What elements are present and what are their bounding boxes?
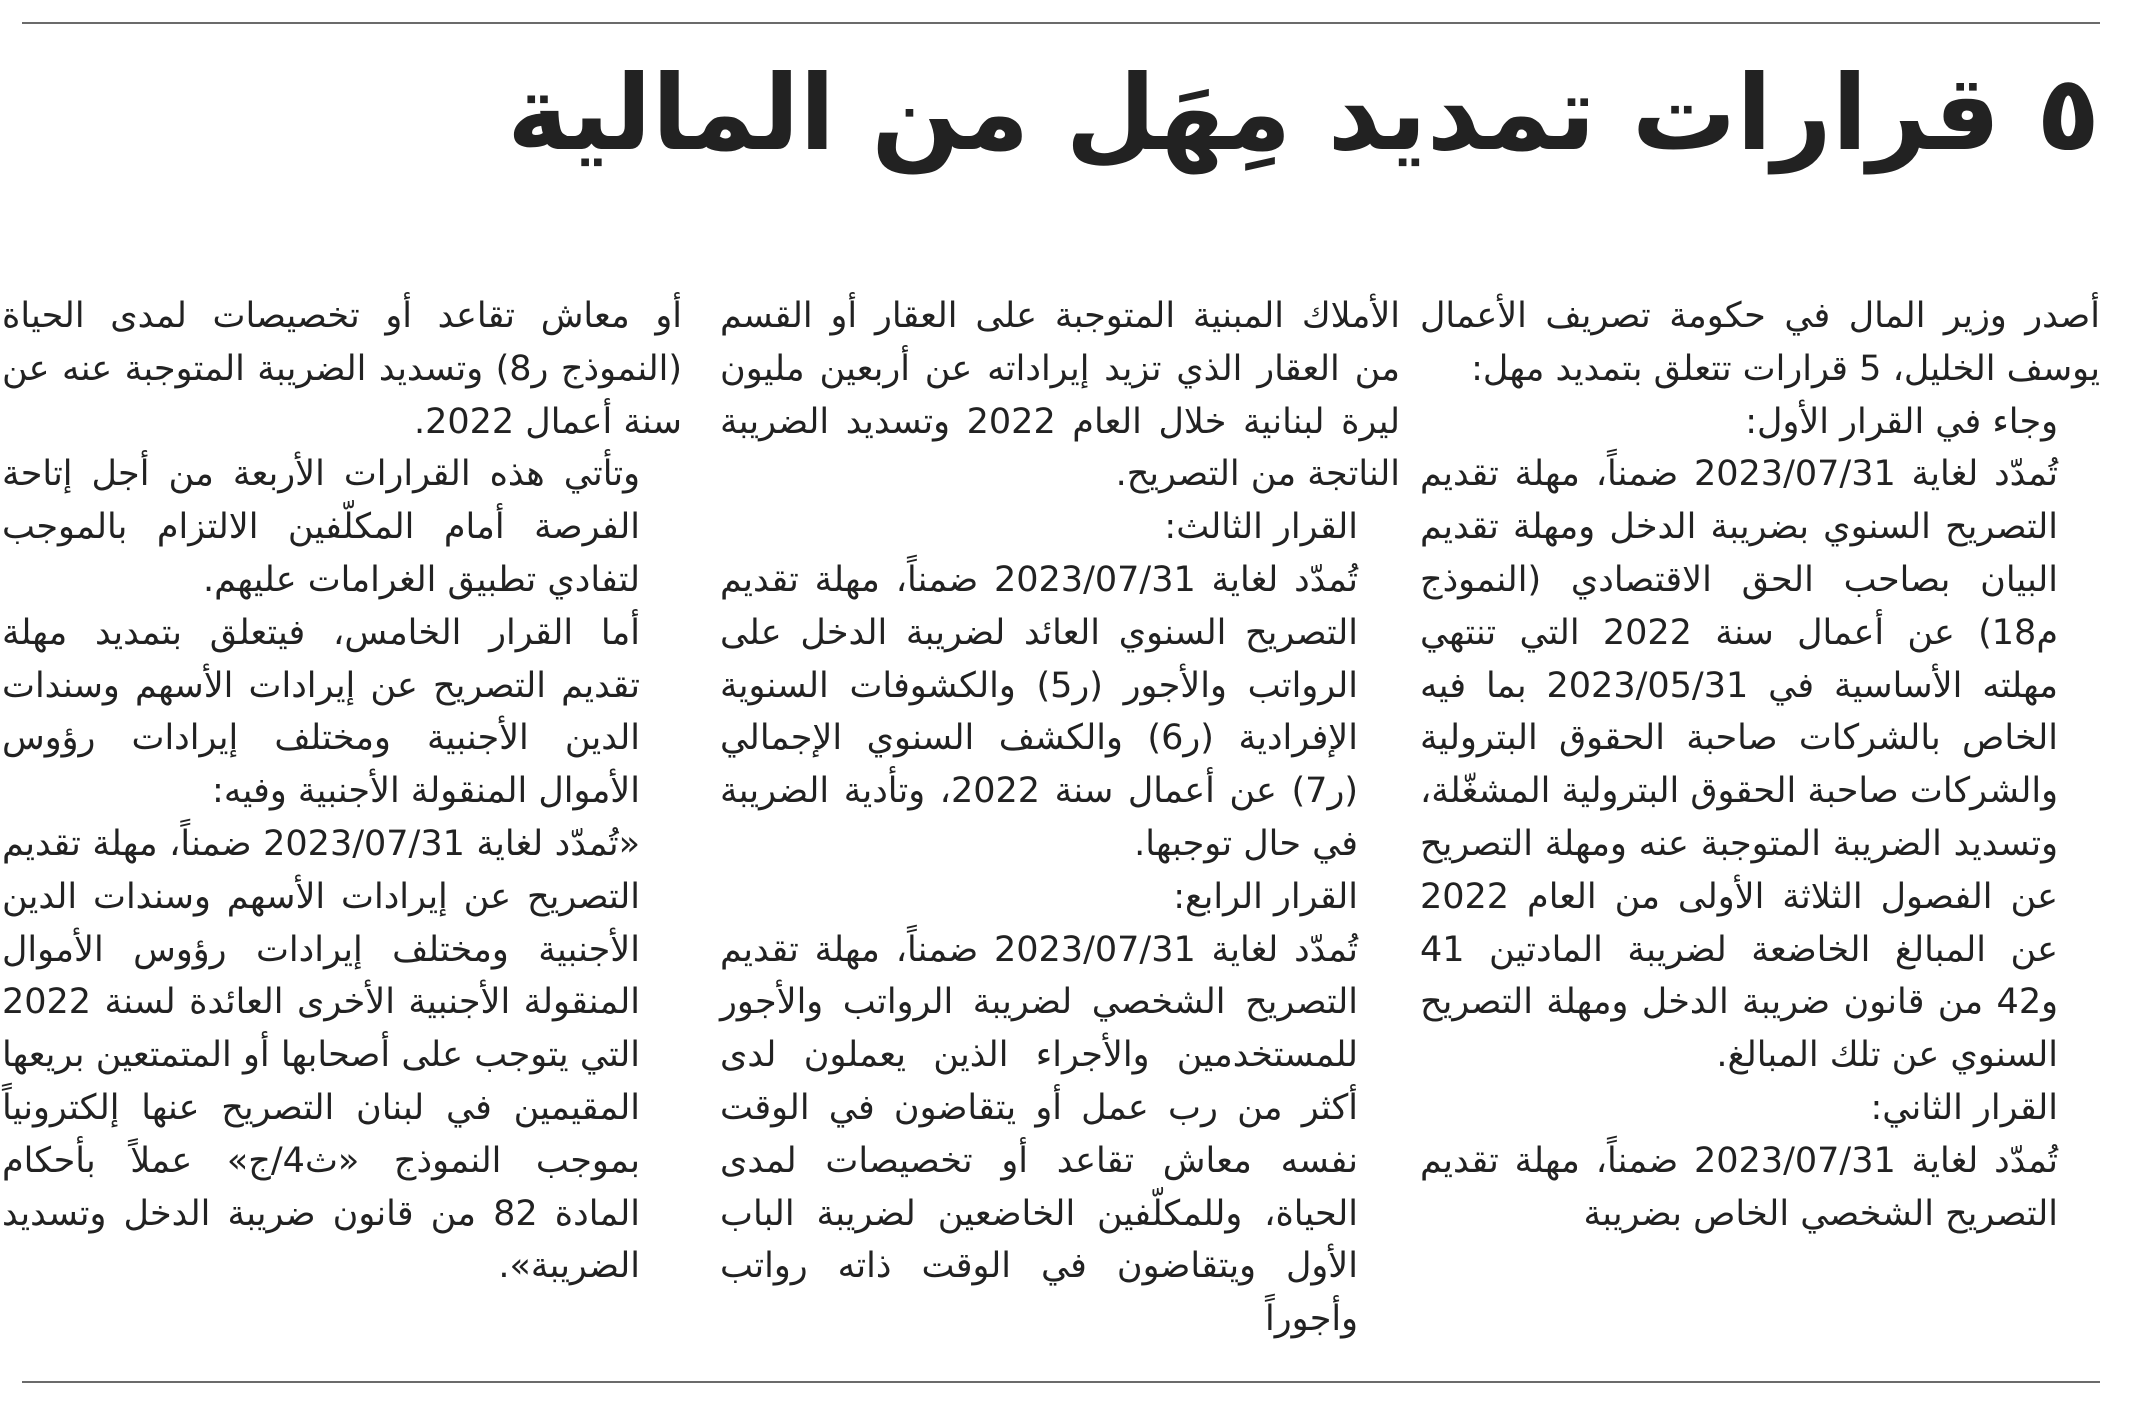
column-3-paragraph-1: أو معاش تقاعد أو تخصيصات لمدى الحياة (النموذج ر8) وتسديد الضريبة المتوجبة عنه عن سنة أعمال 2022. — [2, 296, 682, 442]
article-column-3 — [2, 290, 682, 1310]
column-2-paragraph-4: القرار الرابع: — [1173, 876, 1358, 917]
column-2-paragraph-2: القرار الثالث: — [1164, 507, 1358, 548]
column-1-paragraph-1: أصدر وزير المال في حكومة تصريف الأعمال يوسف الخليل، 5 قرارات تتعلق بتمديد مهل: — [1420, 296, 2100, 389]
column-1-paragraph-3: تُمدّد لغاية 2023/07/31 ضمناً، مهلة تقديم التصريح السنوي بضريبة الدخل ومهلة تقديم البيان بصاحب الحق الاقتصادي (النموذج م18) عن أعمال سنة 2022 التي تنتهي مهلته الأساسية في 2023/05/31 بما فيه الخاص بالشركات صاحبة الحقوق البترولية والشركات صاحبة الحقوق البترولية المشغّلة، وتسديد الضريبة المتوجبة عنه ومهلة التصريح عن الفصول الثلاثة الأولى من العام 2022 عن المبالغ الخاضعة لضريبة المادتين 41 و42 من قانون ضريبة الدخل ومهلة التصريح السنوي عن تلك المبالغ. — [1420, 454, 2059, 1076]
column-1-paragraph-5: تُمدّد لغاية 2023/07/31 ضمناً، مهلة تقديم التصريح الشخصي الخاص بضريبة — [1420, 1140, 2059, 1234]
column-3-paragraph-4: «تُمدّد لغاية 2023/07/31 ضمناً، مهلة تقديم التصريح عن إيرادات الأسهم وسندات الدين الأجنبية ومختلف إيرادات رؤوس الأموال المنقولة الأجنبية الأخرى العائدة لسنة 2022 التي يتوجب على أصحابها أو المتمتعين بريعها المقيمين في لبنان التصريح عنها إلكترونياً بموجب النموذج «ث4/ج» عملاً بأحكام المادة 82 من قانون ضريبة الدخل وتسديد الضريبة». — [2, 823, 640, 1287]
bottom-rule — [22, 1381, 2100, 1383]
article-column-2 — [720, 290, 1400, 1340]
column-1-paragraph-2: وجاء في القرار الأول: — [1745, 401, 2058, 442]
article-headline: ٥ قرارات تمديد مِهَل من المالية — [507, 52, 2100, 174]
column-3-paragraph-2: وتأتي هذه القرارات الأربعة من أجل إتاحة الفرصة أمام المكلّفين الالتزام بالموجب لتفادي تطبيق الغرامات عليهم. — [2, 454, 640, 600]
column-2-paragraph-5: تُمدّد لغاية 2023/07/31 ضمناً، مهلة تقديم التصريح الشخصي لضريبة الرواتب والأجور للمستخدمين والأجراء الذين يعملون لدى أكثر من رب عمل أو يتقاضون في الوقت نفسه معاش تقاعد أو تخصيصات لمدى الحياة، وللمكلّفين الخاضعين لضريبة الباب الأول ويتقاضون في الوقت ذاته رواتب وأجوراً — [720, 929, 1359, 1340]
column-3-paragraph-3: أما القرار الخامس، فيتعلق بتمديد مهلة تقديم التصريح عن إيرادات الأسهم وسندات الدين الأجنبية ومختلف إيرادات رؤوس الأموال المنقولة الأجنبية وفيه: — [2, 612, 640, 812]
column-1-paragraph-4: القرار الثاني: — [1870, 1087, 2058, 1128]
column-2-paragraph-1: الأملاك المبنية المتوجبة على العقار أو القسم من العقار الذي تزيد إيراداته عن أربعين مليون ليرة لبنانية خلال العام 2022 وتسديد الضريبة الناتجة من التصريح. — [720, 296, 1400, 495]
top-rule — [22, 22, 2100, 24]
column-2-paragraph-3: تُمدّد لغاية 2023/07/31 ضمناً، مهلة تقديم التصريح السنوي العائد لضريبة الدخل على الرواتب والأجور (ر5) والكشوفات السنوية الإفرادية (ر6) والكشف السنوي الإجمالي (ر7) عن أعمال سنة 2022، وتأدية الضريبة في حال توجبها. — [720, 559, 1359, 864]
article-column-1 — [1420, 290, 2100, 1310]
